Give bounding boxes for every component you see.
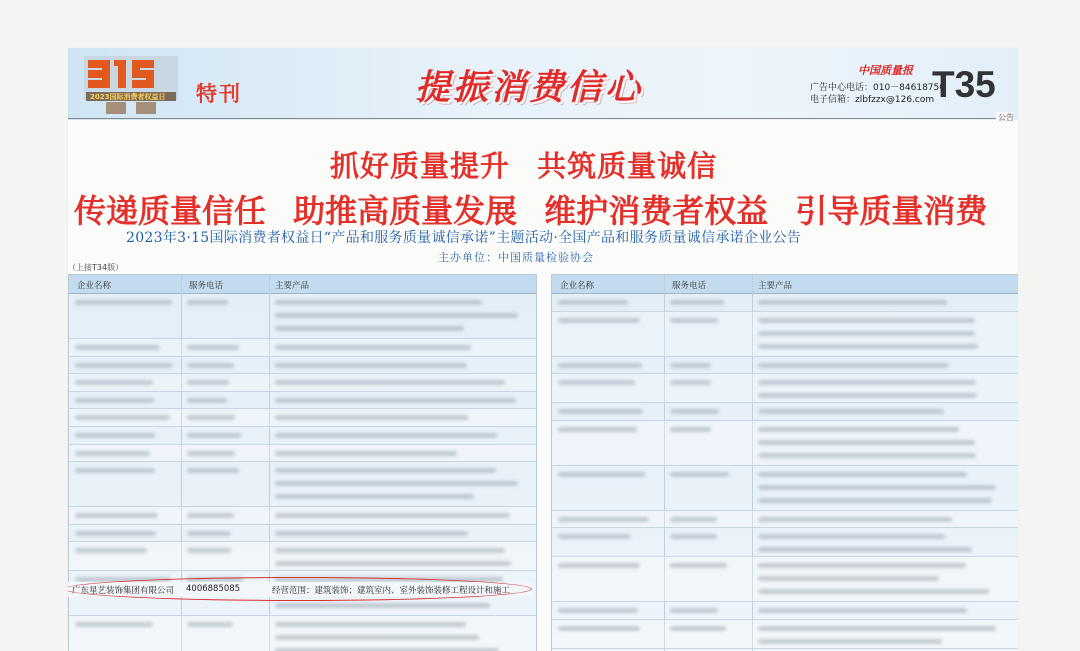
blurred-text (670, 409, 719, 414)
blurred-text (558, 517, 649, 522)
highlight-products: 经营范围：建筑装饰；建筑室内、室外装饰装修工程设计和施工 (272, 586, 511, 596)
table-row (69, 542, 536, 571)
section-label: 公告 (998, 113, 1014, 122)
blurred-text (558, 472, 645, 477)
table-row (69, 357, 536, 375)
blurred-text (758, 639, 942, 644)
blurred-text (187, 622, 233, 627)
blurred-text (558, 300, 628, 305)
blurred-text (670, 517, 717, 522)
blurred-text (275, 300, 482, 305)
col-company-name: 企业名称 (560, 281, 595, 291)
blurred-text (275, 363, 467, 368)
blurred-text (75, 415, 170, 420)
table-row (69, 462, 536, 507)
table-row (69, 392, 536, 410)
blurred-text (670, 363, 711, 368)
blurred-text (758, 534, 945, 539)
blurred-text (758, 498, 992, 503)
blurred-text (758, 331, 975, 336)
blurred-text (187, 300, 228, 305)
blurred-text (758, 472, 967, 477)
blurred-text (558, 363, 642, 368)
newspaper-page (68, 48, 1018, 651)
table-row (552, 421, 1018, 466)
blurred-text (758, 626, 996, 631)
blurred-text (75, 363, 173, 368)
table-row (552, 403, 1018, 421)
newspaper-logo: 中国质量报 (858, 64, 913, 77)
blurred-text (75, 433, 155, 438)
highlight-company: 广东星艺装饰集团有限公司 (72, 586, 175, 596)
blurred-text (275, 313, 518, 318)
blurred-text (75, 451, 150, 456)
blurred-text (187, 451, 235, 456)
table-header (552, 275, 1018, 294)
blurred-text (558, 608, 638, 613)
table-row (69, 294, 536, 339)
blurred-text (275, 481, 518, 486)
blurred-text (75, 513, 158, 518)
blurred-text (275, 451, 457, 456)
blurred-text (670, 427, 711, 432)
blurred-text (275, 380, 505, 385)
highlight-circle (68, 577, 532, 601)
ad-phone-text: 广告中心电话：010－84618750 (810, 83, 945, 93)
blurred-text (275, 398, 516, 403)
blurred-text (275, 513, 510, 518)
blurred-text (670, 318, 718, 323)
col-main-products: 主要产品 (275, 281, 310, 291)
blurred-text (558, 380, 635, 385)
table-row (552, 557, 1018, 602)
blurred-text (670, 534, 717, 539)
blurred-text (275, 603, 490, 608)
table-row (69, 427, 536, 445)
blurred-text (275, 468, 496, 473)
blurred-text (75, 468, 155, 473)
table-row (552, 312, 1018, 357)
blurred-text (670, 472, 729, 477)
blurred-text (558, 626, 640, 631)
blurred-text (187, 363, 234, 368)
blurred-text (275, 548, 505, 553)
blurred-text (275, 415, 468, 420)
col-service-phone: 服务电话 (189, 281, 224, 291)
table-row (69, 339, 536, 357)
table-header (69, 275, 536, 294)
blurred-text (187, 433, 241, 438)
blurred-text (275, 622, 466, 627)
table-body (552, 294, 1018, 651)
announcement-subtitle: 2023年3·15国际消费者权益日“产品和服务质量诚信承诺”主题活动·全国产品和服务质量诚信承诺企业公告 (126, 230, 802, 246)
table-row (552, 511, 1018, 529)
blurred-text (75, 300, 172, 305)
blurred-text (75, 622, 153, 627)
table-row (69, 507, 536, 525)
blurred-text (275, 635, 479, 640)
blurred-text (758, 485, 996, 490)
blurred-text (187, 415, 235, 420)
blurred-text (758, 344, 978, 349)
blurred-text (275, 326, 464, 331)
col-main-products: 主要产品 (758, 281, 793, 291)
headline-line-2: 传递质量信任 助推高质量发展 维护消费者权益 引导质量消费 (74, 192, 988, 230)
table-row (69, 616, 536, 651)
table-row (69, 374, 536, 392)
blurred-text (758, 380, 976, 385)
table-row (552, 357, 1018, 375)
table-row (69, 525, 536, 543)
blurred-text (75, 548, 147, 553)
blurred-text (758, 318, 975, 323)
blurred-text (187, 531, 231, 536)
table-row (552, 466, 1018, 511)
page-number: T35 (932, 64, 996, 105)
blurred-text (670, 563, 727, 568)
blurred-text (558, 427, 637, 432)
blurred-text (758, 393, 977, 398)
blurred-text (758, 409, 944, 414)
blurred-text (275, 561, 511, 566)
blurred-text (558, 409, 643, 414)
blurred-text (758, 576, 939, 581)
table-row (552, 602, 1018, 620)
blurred-text (758, 547, 972, 552)
special-issue-label: 特刊 (196, 81, 242, 106)
table-row (552, 294, 1018, 312)
blurred-text (758, 453, 976, 458)
blurred-text (275, 433, 497, 438)
blurred-text (75, 398, 154, 403)
blurred-text (75, 531, 156, 536)
blurred-text (670, 608, 718, 613)
blurred-text (758, 589, 989, 594)
page-header (68, 48, 1018, 120)
blurred-text (75, 345, 160, 350)
blurred-text (275, 494, 474, 499)
blurred-text (558, 534, 631, 539)
blurred-text (187, 380, 229, 385)
table-row (552, 528, 1018, 557)
blurred-text (558, 318, 640, 323)
blurred-text (275, 345, 471, 350)
blurred-text (558, 563, 640, 568)
blurred-text (275, 531, 468, 536)
blurred-text (758, 427, 959, 432)
blurred-text (187, 398, 227, 403)
table-row (552, 620, 1018, 649)
header-divider (68, 118, 996, 119)
col-company-name: 企业名称 (77, 281, 112, 291)
blurred-text (758, 517, 952, 522)
blurred-text (187, 345, 239, 350)
blurred-text (758, 363, 949, 368)
blurred-text (758, 563, 966, 568)
blurred-text (670, 300, 724, 305)
company-table-right (551, 274, 1018, 651)
col-service-phone: 服务电话 (672, 281, 707, 291)
blurred-text (758, 300, 947, 305)
headline-line-1: 抓好质量提升 共筑质量诚信 (330, 149, 718, 183)
banner-title: 提振消费信心 (415, 67, 644, 108)
blurred-text (670, 380, 711, 385)
blurred-text (187, 468, 239, 473)
continued-note: （上接T34版） (68, 263, 124, 272)
blurred-text (187, 513, 234, 518)
blurred-text (758, 608, 967, 613)
blurred-text (75, 380, 153, 385)
315-logo-icon (82, 54, 180, 116)
table-row (69, 445, 536, 463)
table-row (69, 409, 536, 427)
blurred-text (187, 548, 231, 553)
ad-email-text: 电子信箱：zlbfzzx@126.com (810, 95, 935, 105)
organizer-line: 主办单位：中国质量检验协会 (438, 251, 594, 264)
svg-text:2023国际消费者权益日: 2023国际消费者权益日 (90, 93, 166, 101)
blurred-text (758, 440, 975, 445)
highlight-phone: 4006885085 (186, 584, 241, 594)
table-row (552, 374, 1018, 403)
blurred-text (670, 626, 726, 631)
